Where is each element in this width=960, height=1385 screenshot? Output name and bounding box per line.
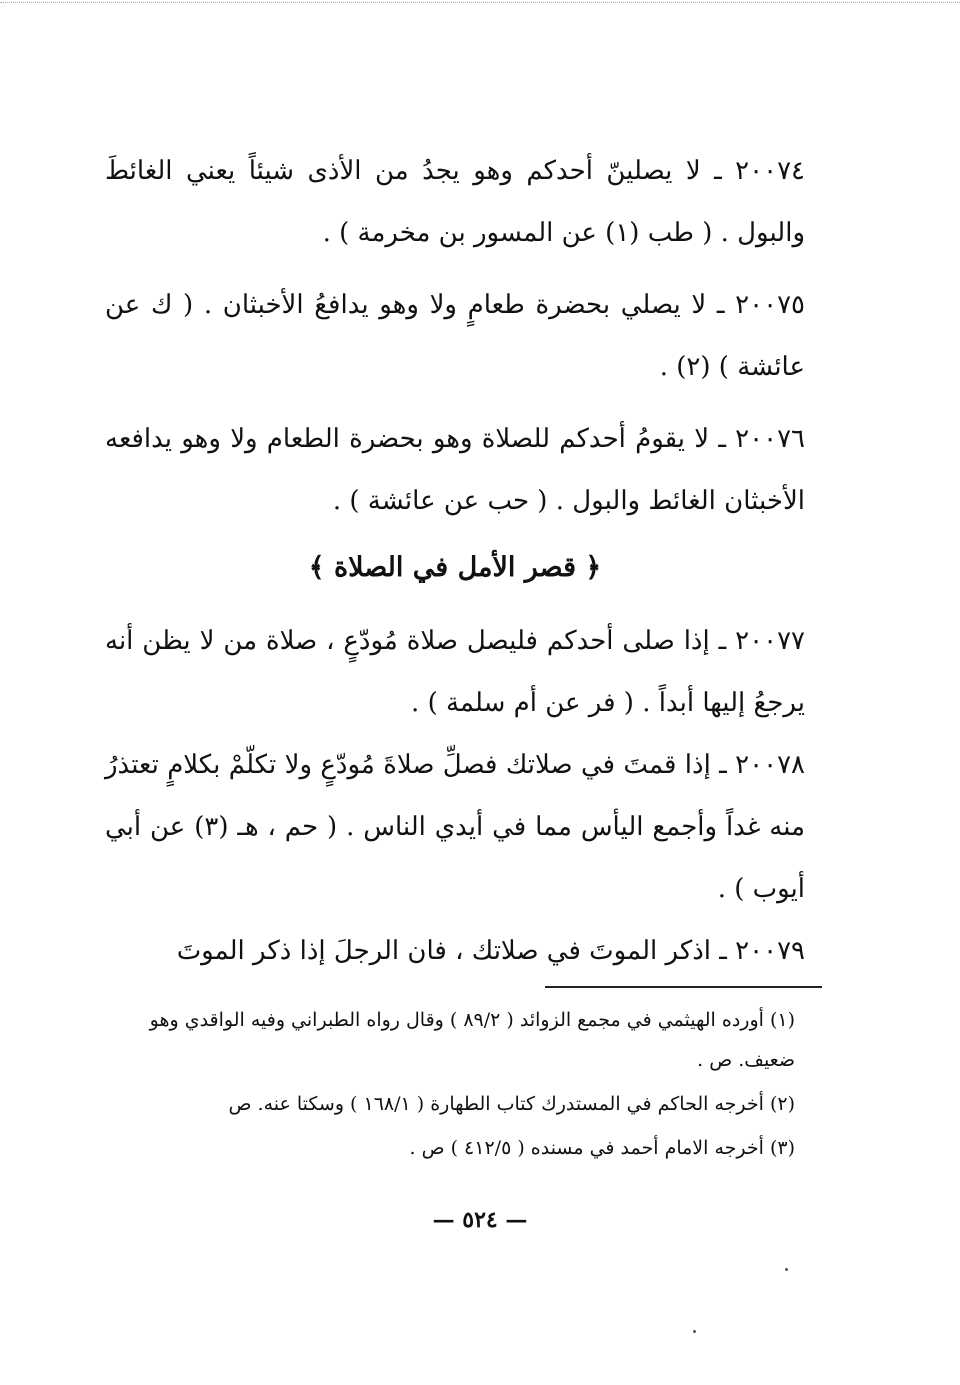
top-scan-edge xyxy=(0,2,960,3)
hadith-block-bottom xyxy=(105,610,805,982)
hadith-20076: ٢٠٠٧٦ ـ لا يقومُ أحدكم للصلاة وهو بحضرة الطعام ولا وهو يدافعه الأخبثان الغائط والبول . ( حب عن عائشة ) . xyxy=(105,424,805,516)
hadith-block-top xyxy=(105,140,805,532)
page-number: — ٥٢٤ — xyxy=(432,1207,528,1233)
footnotes xyxy=(105,1000,795,1172)
hadith-20078: ٢٠٠٧٨ ـ إذا قمتَ في صلاتك فصلِّ صلاةَ مُودّعٍ ولا تكلّمْ بكلامٍ تعتذرُ منه غداً وأجمع اليأس مما في أيدي الناس . ( حم ، هـ (٣) عن أبي أيوب ) . xyxy=(105,750,806,904)
footnote-3: (٣) أخرجه الامام أحمد في مسنده ( ٤١٢/٥ ) ص . xyxy=(409,1137,795,1159)
scan-speck xyxy=(785,1268,788,1271)
footnote-2: (٢) أخرجه الحاكم في المستدرك كتاب الطهارة ( ١٦٨/١ ) وسكتا عنه. ص xyxy=(228,1093,795,1115)
hadith-20074: ٢٠٠٧٤ ـ لا يصلينّ أحدكم وهو يجدُ من الأذى شيئاً يعني الغائطَ والبول . ( طب (١) عن المسور بن مخرمة ) . xyxy=(105,156,805,248)
footnote-1: (١) أورده الهيثمي في مجمع الزوائد ( ٨٩/٢ ) وقال رواه الطبراني وفيه الواقدي وهو ضعيف. ص . xyxy=(149,1009,795,1071)
section-heading: ﴿ قصر الأمل في الصلاة ﴾ xyxy=(308,552,602,583)
footnote-separator xyxy=(545,986,822,988)
scan-speck xyxy=(693,1330,696,1333)
hadith-20077: ٢٠٠٧٧ ـ إذا صلى أحدكم فليصل صلاة مُودّعٍ ، صلاة من لا يظن أنه يرجعُ إليها أبداً . ( فر عن أم سلمة ) . xyxy=(105,626,805,718)
hadith-20079: ٢٠٠٧٩ ـ اذكر الموتَ في صلاتك ، فان الرجلَ إذا ذكر الموتَ xyxy=(176,936,805,966)
hadith-20075: ٢٠٠٧٥ ـ لا يصلي بحضرة طعامٍ ولا وهو يدافعُ الأخبثان . ( ك عن عائشة ) (٢) . xyxy=(105,290,805,382)
